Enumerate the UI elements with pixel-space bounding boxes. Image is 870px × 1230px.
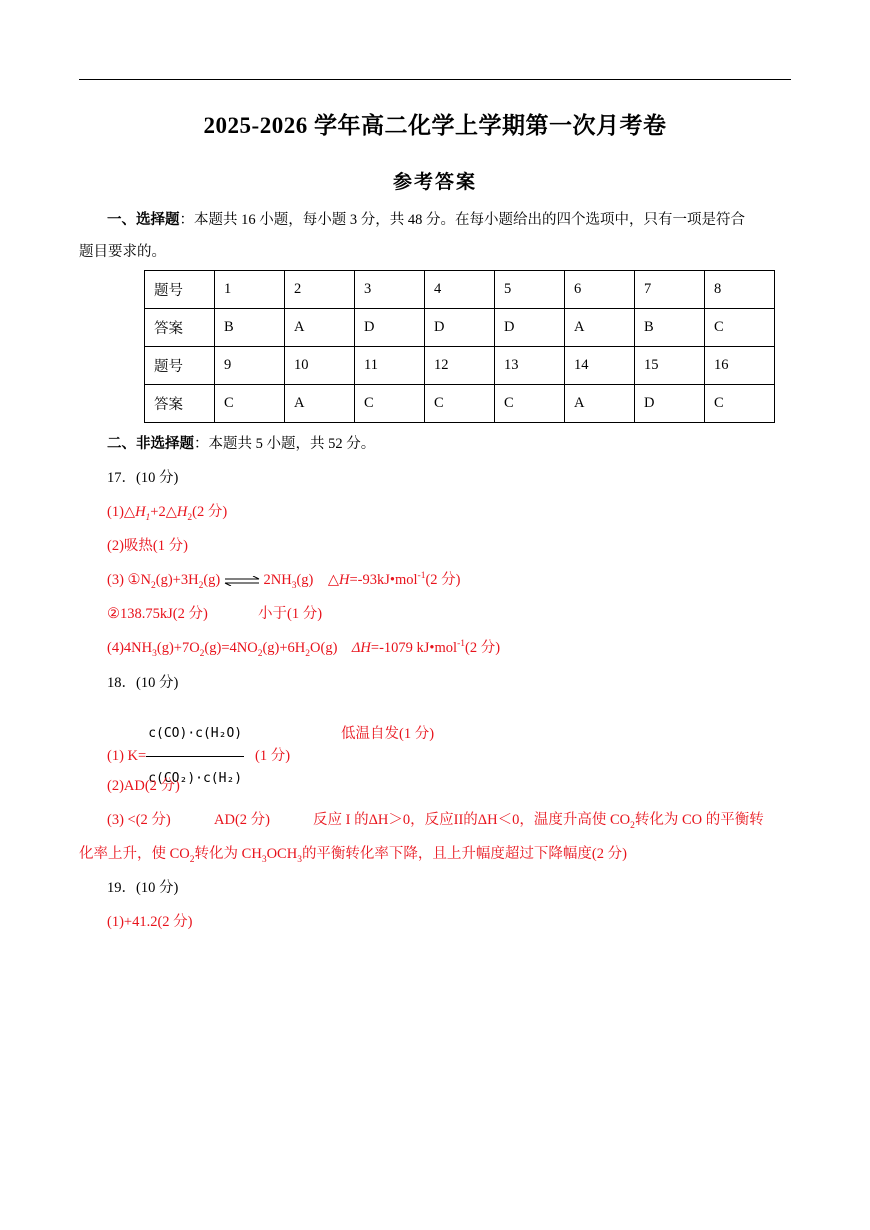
q17-a3-sup: -1 [417, 571, 426, 582]
table-cell: 16 [705, 347, 775, 385]
table-row-header-cell: 答案 [145, 309, 215, 347]
table-cell: D [425, 309, 495, 347]
q17-answer-2: (2)吸热(1 分) [107, 538, 188, 554]
q18-a3-l2-s1: 2 [189, 854, 195, 865]
table-cell: 9 [215, 347, 285, 385]
table-row-header-cell: 题号 [145, 271, 215, 309]
q19-answer-1: (1)+41.2(2 分) [107, 914, 193, 930]
q17-a1-suffix: (2 分) [192, 504, 228, 520]
table-cell: B [635, 309, 705, 347]
table-cell: 5 [495, 271, 565, 309]
q17-a4-p2: (g)+7O [156, 640, 200, 656]
table-cell: A [565, 309, 635, 347]
q17-a3-p5: (g) [296, 572, 314, 588]
section1-line1 [107, 210, 745, 230]
q17-a3-p1: (3) ①N [107, 572, 152, 588]
table-cell: 3 [355, 271, 425, 309]
table-cell: 4 [425, 271, 495, 309]
q17-a1-sub1: 1 [145, 512, 151, 523]
table-cell: 6 [565, 271, 635, 309]
table-cell: D [355, 309, 425, 347]
q17-a3-p6: =-93kJ•mol [349, 572, 418, 588]
q17-answer-4 [107, 638, 500, 658]
page-title: 2025-2026 学年高二化学上学期第一次月考卷 [203, 113, 667, 138]
table-cell: 13 [495, 347, 565, 385]
q18-answer-3-line2 [79, 844, 627, 864]
q17-a4-sup: -1 [457, 639, 465, 650]
q17-header: 17．(10 分) [107, 470, 179, 486]
table-cell: 12 [425, 347, 495, 385]
table-cell: 11 [355, 347, 425, 385]
page-subtitle: 参考答案 [392, 172, 477, 193]
q17-a3-dh: △H [327, 572, 350, 588]
q17-a4-s3: 2 [257, 648, 263, 659]
table-cell: C [705, 385, 775, 423]
section1-heading: 一、选择题 [107, 212, 180, 228]
section2-heading: 二、非选择题 [107, 436, 194, 452]
table-cell: 1 [215, 271, 285, 309]
q18-answer-3-part3 [313, 810, 764, 830]
table-row [145, 309, 775, 347]
q18-a3-l2-s2: 3 [261, 854, 267, 865]
q17-a3-p4: 2NH [263, 572, 292, 588]
q17-answer-3b-part1: ②138.75kJ(2 分) [107, 606, 208, 622]
q18-a1-score: (1 分) [254, 747, 291, 764]
q17-answer-3 [107, 570, 461, 590]
table-cell: 8 [705, 271, 775, 309]
q18-a3-l2-s3: 3 [297, 854, 302, 865]
table-row-header-cell: 答案 [145, 385, 215, 423]
q18-header: 18．(10 分) [107, 675, 179, 691]
q18-a3-l2-p3: OCH [266, 846, 298, 862]
q18-answer-2: (2)AD(2 分) [107, 778, 180, 794]
q17-a1-mid: +2 [150, 504, 166, 520]
q18-a3-l2-p4: 的平衡转化率下降，且上升幅度超过下降幅度(2 分) [301, 846, 627, 862]
table-row [145, 385, 775, 423]
q18-a3-p4: 转化为 CO 的平衡转 [634, 812, 764, 828]
table-cell: A [285, 309, 355, 347]
q17-a4-dh: ΔH [351, 640, 371, 656]
table-cell: D [635, 385, 705, 423]
fraction-denominator: c(CO₂)·c(H₂) [148, 771, 243, 786]
table-cell: 7 [635, 271, 705, 309]
section1-line2: 题目要求的。 [79, 244, 166, 260]
table-cell: 14 [565, 347, 635, 385]
q18-answer-3-part1: (3) <(2 分) [107, 812, 171, 828]
table-cell: D [495, 309, 565, 347]
table-cell: C [705, 309, 775, 347]
q17-a4-s2: 2 [199, 648, 205, 659]
q17-answer-1 [107, 502, 227, 522]
q17-a3-s2: 2 [198, 580, 204, 591]
q18-a3-l2-p1: 化率上升，使 CO [79, 846, 190, 862]
section2-line [107, 434, 375, 454]
table-cell: 15 [635, 347, 705, 385]
section2-text: ：本题共 5 小题，共 52 分。 [194, 436, 376, 452]
section1-text: ：本题共 16 小题，每小题 3 分，共 48 分。在每小题给出的四个选项中，只有一项是符合 [179, 212, 745, 228]
table-cell: B [215, 309, 285, 347]
q18-answer-3-part2: AD(2 分) [214, 812, 270, 828]
answer-table [144, 270, 775, 423]
equilibrium-arrow-icon [224, 576, 260, 586]
q17-a4-p3: (g)=4NO [204, 640, 258, 656]
q17-a4-p7: (2 分) [464, 640, 501, 656]
table-row [145, 271, 775, 309]
q17-a4-p6: =-1079 kJ•mol [370, 640, 458, 656]
q18-a3-l2-p2: 转化为 CH [194, 846, 262, 862]
fraction-numerator: c(CO)·c(H₂O) [146, 713, 244, 757]
table-cell: A [565, 385, 635, 423]
header-rule [79, 79, 791, 80]
q17-a1-dh1: △H [123, 504, 146, 520]
q17-a3-s3: 3 [291, 580, 297, 591]
table-cell: C [425, 385, 495, 423]
q17-a1-sub2: 2 [187, 512, 193, 523]
q17-a1-dh2: △H [165, 504, 188, 520]
q18-a1-prefix: (1) K= [107, 747, 147, 764]
q18-a3-p3: 反应 I 的ΔH＞0，反应II的ΔH＜0，温度升高使 CO [313, 812, 631, 828]
q17-a3-s1: 2 [151, 580, 156, 591]
q17-a3-p3: (g) [203, 572, 221, 588]
table-cell: 10 [285, 347, 355, 385]
q19-header: 19．(10 分) [107, 880, 179, 896]
q17-a4-p4: (g)+6H [262, 640, 306, 656]
table-row-header-cell: 题号 [145, 347, 215, 385]
table-row [145, 347, 775, 385]
table-cell: C [215, 385, 285, 423]
q17-a3-p2: (g)+3H [155, 572, 199, 588]
table-cell: C [495, 385, 565, 423]
table-cell: C [355, 385, 425, 423]
q18-answer-1b: 低温自发(1 分) [341, 726, 435, 742]
q17-answer-3b-part2: 小于(1 分) [258, 606, 323, 622]
q17-a4-p5: O(g) [310, 640, 338, 656]
q17-a1-prefix: (1) [107, 504, 124, 520]
table-cell: 2 [285, 271, 355, 309]
q17-a3-p7: (2 分) [425, 572, 461, 588]
table-cell: A [285, 385, 355, 423]
q17-a4-s1: 3 [152, 648, 157, 659]
q17-a4-s4: 2 [305, 648, 311, 659]
q18-a3-s1: 2 [630, 820, 635, 831]
q17-a4-p1: (4)4NH [107, 640, 153, 656]
